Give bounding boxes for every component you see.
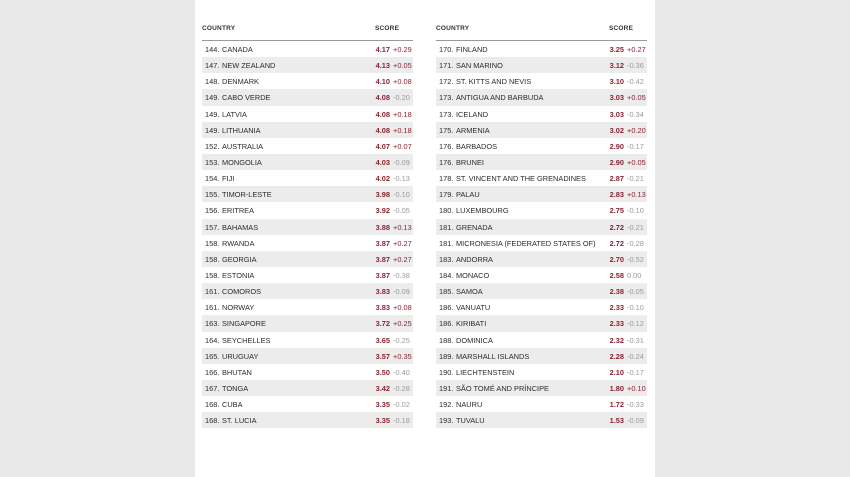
table-row: [202, 299, 413, 315]
table-row: [202, 186, 413, 202]
rank-cell: 161.: [205, 287, 220, 297]
country-cell: BAHAMAS: [222, 222, 259, 232]
rank-cell: 163.: [205, 319, 220, 329]
change-cell: -0.42: [627, 77, 644, 87]
country-cell: NAURU: [456, 400, 483, 410]
document-page: [195, 0, 655, 477]
change-cell: +0.27: [393, 238, 412, 248]
score-column-header: SCORE: [609, 25, 634, 32]
score-cell: 2.32: [609, 335, 624, 345]
score-cell: 4.03: [375, 157, 390, 167]
rank-cell: 183.: [439, 254, 454, 264]
change-cell: +0.10: [627, 383, 646, 393]
score-cell: 3.72: [375, 319, 390, 329]
ranking-table-left: [202, 0, 413, 428]
country-cell: DOMINICA: [456, 335, 493, 345]
score-cell: 2.38: [609, 287, 624, 297]
score-cell: 2.33: [609, 319, 624, 329]
country-cell: NORWAY: [222, 303, 255, 313]
score-cell: 3.35: [375, 416, 390, 426]
score-cell: 3.57: [375, 351, 390, 361]
change-cell: +0.27: [393, 254, 412, 264]
country-cell: PALAU: [456, 190, 480, 200]
table-row: [436, 235, 647, 251]
table-row: [202, 202, 413, 218]
change-cell: -0.52: [627, 254, 644, 264]
score-cell: 3.50: [375, 367, 390, 377]
rank-cell: 161.: [205, 303, 220, 313]
score-cell: 3.87: [375, 270, 390, 280]
change-cell: +0.13: [627, 190, 646, 200]
score-cell: 3.87: [375, 238, 390, 248]
table-row: [202, 380, 413, 396]
country-cell: TIMOR-LESTE: [222, 190, 272, 200]
rank-cell: 176.: [439, 157, 454, 167]
score-cell: 2.83: [609, 190, 624, 200]
score-cell: 3.25: [609, 45, 624, 54]
table-row: [436, 106, 647, 122]
rank-cell: 149.: [205, 109, 220, 119]
rank-cell: 173.: [439, 109, 454, 119]
change-cell: -0.10: [627, 206, 644, 216]
table-row: [436, 315, 647, 331]
score-cell: 3.42: [375, 383, 390, 393]
change-cell: -0.12: [627, 319, 644, 329]
change-cell: +0.27: [627, 45, 646, 54]
score-cell: 4.13: [375, 61, 390, 71]
rank-cell: 164.: [205, 335, 220, 345]
change-cell: -0.28: [393, 383, 410, 393]
rank-cell: 157.: [205, 222, 220, 232]
table-row: [202, 170, 413, 186]
change-cell: -0.21: [627, 222, 644, 232]
score-cell: 2.90: [609, 141, 624, 151]
country-cell: CABO VERDE: [222, 93, 271, 103]
change-cell: +0.08: [393, 77, 412, 87]
score-cell: 4.02: [375, 174, 390, 184]
change-cell: +0.13: [393, 222, 412, 232]
rank-cell: 178.: [439, 174, 454, 184]
change-cell: -0.05: [393, 206, 410, 216]
rank-cell: 166.: [205, 367, 220, 377]
table-row: [436, 170, 647, 186]
country-cell: CANADA: [222, 45, 253, 54]
rank-cell: 170.: [439, 45, 454, 54]
change-cell: +0.18: [393, 125, 412, 135]
rank-cell: 184.: [439, 270, 454, 280]
table-row: [202, 315, 413, 331]
country-cell: SAN MARINO: [456, 61, 503, 71]
rank-cell: 148.: [205, 77, 220, 87]
country-cell: NEW ZEALAND: [222, 61, 276, 71]
country-cell: COMOROS: [222, 287, 262, 297]
change-cell: -0.18: [393, 416, 410, 426]
country-cell: LUXEMBOURG: [456, 206, 509, 216]
country-cell: VANUATU: [456, 303, 491, 313]
score-cell: 3.65: [375, 335, 390, 345]
rank-cell: 173.: [439, 93, 454, 103]
table-row: [436, 41, 647, 57]
country-cell: SÃO TOMÉ AND PRÍNCIPE: [456, 383, 549, 393]
score-cell: 2.10: [609, 367, 624, 377]
score-cell: 4.17: [375, 45, 390, 54]
country-cell: AUSTRALIA: [222, 141, 264, 151]
table-row: [202, 154, 413, 170]
rank-cell: 149.: [205, 93, 220, 103]
table-row: [436, 219, 647, 235]
table-row: [436, 267, 647, 283]
ranking-table-right: [436, 0, 647, 428]
change-cell: -0.40: [393, 367, 410, 377]
score-cell: 2.90: [609, 157, 624, 167]
table-row: [202, 412, 413, 428]
table-row: [436, 283, 647, 299]
country-cell: LITHUANIA: [222, 125, 261, 135]
table-row: [202, 138, 413, 154]
country-cell: LATVIA: [222, 109, 247, 119]
change-cell: -0.31: [627, 335, 644, 345]
country-cell: KIRIBATI: [456, 319, 487, 329]
country-cell: ST. KITTS AND NEVIS: [456, 77, 532, 87]
score-cell: 3.98: [375, 190, 390, 200]
country-cell: GRENADA: [456, 222, 493, 232]
change-cell: -0.17: [627, 367, 644, 377]
table-row: [436, 364, 647, 380]
score-cell: 3.03: [609, 93, 624, 103]
table-row: [202, 89, 413, 105]
country-cell: DENMARK: [222, 77, 259, 87]
change-cell: -0.34: [627, 109, 644, 119]
table-row: [202, 106, 413, 122]
rank-cell: 193.: [439, 416, 454, 426]
table-row: [202, 348, 413, 364]
country-cell: URUGUAY: [222, 351, 259, 361]
change-cell: -0.17: [627, 141, 644, 151]
country-cell: BRUNEI: [456, 157, 484, 167]
table-row: [436, 202, 647, 218]
rank-cell: 192.: [439, 400, 454, 410]
table-row: [436, 138, 647, 154]
table-row: [436, 186, 647, 202]
country-cell: ERITREA: [222, 206, 255, 216]
change-cell: -0.25: [393, 335, 410, 345]
country-cell: SEYCHELLES: [222, 335, 271, 345]
rank-cell: 158.: [205, 238, 220, 248]
score-cell: 3.92: [375, 206, 390, 216]
score-cell: 2.87: [609, 174, 624, 184]
table-row: [202, 267, 413, 283]
country-cell: ST. LUCIA: [222, 416, 257, 426]
table-row: [436, 57, 647, 73]
score-cell: 3.02: [609, 125, 624, 135]
rank-cell: 180.: [439, 206, 454, 216]
change-cell: -0.05: [627, 287, 644, 297]
change-cell: +0.05: [627, 93, 646, 103]
table-body: [202, 41, 413, 428]
change-cell: -0.36: [627, 61, 644, 71]
country-cell: MONACO: [456, 270, 490, 280]
table-row: [436, 396, 647, 412]
table-row: [202, 364, 413, 380]
country-cell: ESTONIA: [222, 270, 255, 280]
score-cell: 3.03: [609, 109, 624, 119]
table-row: [436, 154, 647, 170]
country-cell: ICELAND: [456, 109, 489, 119]
rank-cell: 190.: [439, 367, 454, 377]
rank-cell: 188.: [439, 335, 454, 345]
score-cell: 4.08: [375, 93, 390, 103]
score-cell: 2.72: [609, 238, 624, 248]
change-cell: -0.21: [627, 174, 644, 184]
change-cell: -0.24: [627, 351, 644, 361]
change-cell: -0.09: [393, 157, 410, 167]
table-row: [436, 348, 647, 364]
score-cell: 1.80: [609, 383, 624, 393]
change-cell: +0.29: [393, 45, 412, 54]
table-row: [202, 57, 413, 73]
country-cell: ANDORRA: [456, 254, 493, 264]
rank-cell: 191.: [439, 383, 454, 393]
change-cell: +0.18: [393, 109, 412, 119]
score-cell: 2.75: [609, 206, 624, 216]
table-row: [202, 219, 413, 235]
rank-cell: 185.: [439, 287, 454, 297]
table-row: [202, 122, 413, 138]
table-row: [436, 122, 647, 138]
table-header: [202, 0, 413, 41]
score-cell: 2.72: [609, 222, 624, 232]
change-cell: 0.00: [627, 270, 642, 280]
table-row: [436, 332, 647, 348]
table-row: [202, 283, 413, 299]
score-cell: 3.35: [375, 400, 390, 410]
rank-cell: 154.: [205, 174, 220, 184]
country-cell: TUVALU: [456, 416, 485, 426]
change-cell: -0.09: [627, 416, 644, 426]
change-cell: -0.09: [393, 287, 410, 297]
rank-cell: 158.: [205, 254, 220, 264]
table-row: [202, 73, 413, 89]
score-cell: 4.08: [375, 109, 390, 119]
table-row: [202, 396, 413, 412]
table-row: [202, 251, 413, 267]
rank-cell: 152.: [205, 141, 220, 151]
change-cell: +0.20: [627, 125, 646, 135]
country-cell: ANTIGUA AND BARBUDA: [456, 93, 544, 103]
rank-cell: 167.: [205, 383, 220, 393]
score-cell: 2.28: [609, 351, 624, 361]
score-column-header: SCORE: [375, 25, 400, 32]
country-cell: MONGOLIA: [222, 157, 262, 167]
rank-cell: 168.: [205, 416, 220, 426]
rank-cell: 147.: [205, 61, 220, 71]
country-cell: TONGA: [222, 383, 249, 393]
country-cell: SAMOA: [456, 287, 483, 297]
change-cell: -0.38: [393, 270, 410, 280]
rank-cell: 149.: [205, 125, 220, 135]
country-cell: MICRONESIA (FEDERATED STATES OF): [456, 238, 596, 248]
score-cell: 1.53: [609, 416, 624, 426]
table-row: [202, 332, 413, 348]
rank-cell: 181.: [439, 222, 454, 232]
country-cell: RWANDA: [222, 238, 255, 248]
country-cell: FIJI: [222, 174, 235, 184]
table-row: [202, 235, 413, 251]
rank-cell: 158.: [205, 270, 220, 280]
score-cell: 4.10: [375, 77, 390, 87]
country-cell: GEORGIA: [222, 254, 257, 264]
change-cell: +0.05: [393, 61, 412, 71]
change-cell: +0.08: [393, 303, 412, 313]
table-row: [436, 73, 647, 89]
table-row: [436, 299, 647, 315]
rank-cell: 165.: [205, 351, 220, 361]
score-cell: 3.87: [375, 254, 390, 264]
country-column-header: COUNTRY: [202, 25, 236, 32]
change-cell: -0.33: [627, 400, 644, 410]
country-cell: BARBADOS: [456, 141, 498, 151]
table-row: [436, 380, 647, 396]
table-row: [202, 41, 413, 57]
country-cell: ARMENIA: [456, 125, 490, 135]
change-cell: -0.20: [393, 93, 410, 103]
change-cell: -0.28: [627, 238, 644, 248]
change-cell: -0.10: [627, 303, 644, 313]
table-body: [436, 41, 647, 428]
country-column-header: COUNTRY: [436, 25, 470, 32]
change-cell: +0.05: [627, 157, 646, 167]
change-cell: -0.10: [393, 190, 410, 200]
rank-cell: 171.: [439, 61, 454, 71]
table-header: [436, 0, 647, 41]
rank-cell: 179.: [439, 190, 454, 200]
table-row: [436, 251, 647, 267]
score-cell: 3.10: [609, 77, 624, 87]
rank-cell: 153.: [205, 157, 220, 167]
change-cell: +0.07: [393, 141, 412, 151]
rank-cell: 186.: [439, 319, 454, 329]
rank-cell: 144.: [205, 45, 220, 54]
rank-cell: 186.: [439, 303, 454, 313]
rank-cell: 156.: [205, 206, 220, 216]
score-cell: 4.07: [375, 141, 390, 151]
score-cell: 3.83: [375, 303, 390, 313]
rank-cell: 176.: [439, 141, 454, 151]
score-cell: 1.72: [609, 400, 624, 410]
table-row: [436, 89, 647, 105]
score-cell: 3.83: [375, 287, 390, 297]
country-cell: FINLAND: [456, 45, 488, 54]
score-cell: 2.70: [609, 254, 624, 264]
country-cell: BHUTAN: [222, 367, 252, 377]
score-cell: 3.12: [609, 61, 624, 71]
table-row: [436, 412, 647, 428]
country-cell: LIECHTENSTEIN: [456, 367, 515, 377]
change-cell: +0.35: [393, 351, 412, 361]
rank-cell: 155.: [205, 190, 220, 200]
country-cell: SINGAPORE: [222, 319, 266, 329]
country-cell: CUBA: [222, 400, 243, 410]
score-cell: 4.08: [375, 125, 390, 135]
score-cell: 3.88: [375, 222, 390, 232]
rank-cell: 189.: [439, 351, 454, 361]
rank-cell: 181.: [439, 238, 454, 248]
change-cell: -0.02: [393, 400, 410, 410]
change-cell: -0.13: [393, 174, 410, 184]
rank-cell: 168.: [205, 400, 220, 410]
score-cell: 2.58: [609, 270, 624, 280]
country-cell: ST. VINCENT AND THE GRENADINES: [456, 174, 586, 184]
change-cell: +0.25: [393, 319, 412, 329]
country-cell: MARSHALL ISLANDS: [456, 351, 530, 361]
score-cell: 2.33: [609, 303, 624, 313]
rank-cell: 175.: [439, 125, 454, 135]
rank-cell: 172.: [439, 77, 454, 87]
